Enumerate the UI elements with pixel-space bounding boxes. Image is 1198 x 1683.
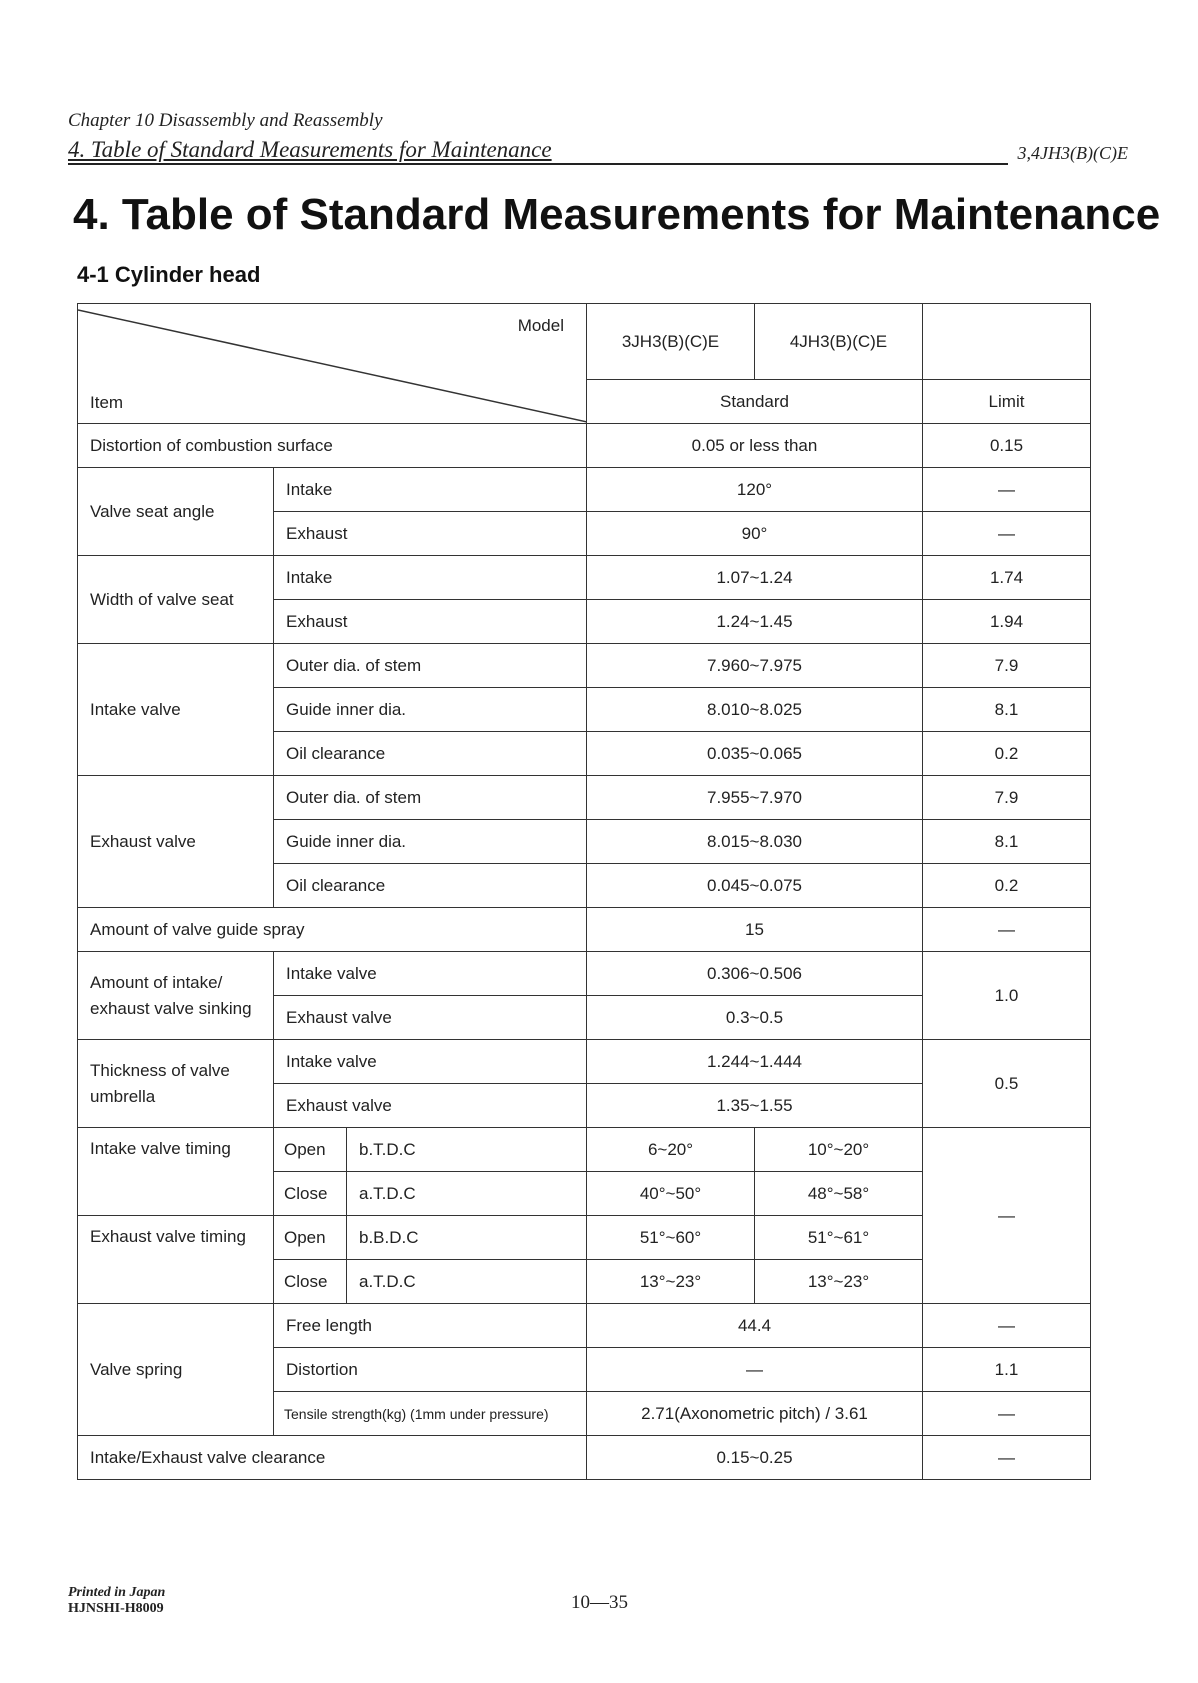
sub-item: Tensile strength(kg) (1mm under pressure) bbox=[274, 1392, 587, 1436]
std-value: 90° bbox=[587, 512, 923, 556]
item-exhaust-valve: Exhaust valve bbox=[78, 776, 274, 908]
diagonal-divider bbox=[78, 304, 587, 424]
table-row bbox=[78, 1436, 1091, 1480]
limit-value: 8.1 bbox=[923, 820, 1091, 864]
std-value: 1.24~1.45 bbox=[587, 600, 923, 644]
item-intake-valve: Intake valve bbox=[78, 644, 274, 776]
sub-item: Outer dia. of stem bbox=[274, 644, 587, 688]
sub-item: Open bbox=[274, 1216, 347, 1260]
limit-header-blank bbox=[923, 304, 1091, 380]
std-value: 120° bbox=[587, 468, 923, 512]
table-row bbox=[78, 952, 1091, 996]
item-valve-spring: Valve spring bbox=[78, 1304, 274, 1436]
sub-item: Intake valve bbox=[274, 1040, 587, 1084]
page-title: 4. Table of Standard Measurements for Maintenance bbox=[73, 190, 1161, 239]
table-row bbox=[78, 424, 1091, 468]
timing-reference: a.T.D.C bbox=[347, 1260, 587, 1304]
timing-reference: b.B.D.C bbox=[347, 1216, 587, 1260]
sub-item: Guide inner dia. bbox=[274, 820, 587, 864]
limit-value: — bbox=[923, 908, 1091, 952]
chapter-heading: Chapter 10 Disassembly and Reassembly bbox=[68, 110, 383, 131]
sub-item: Outer dia. of stem bbox=[274, 776, 587, 820]
sub-item: Open bbox=[274, 1128, 347, 1172]
std-value: 0.05 or less than bbox=[587, 424, 923, 468]
section-heading-text: 4. Table of Standard Measurements for Maintenance bbox=[68, 137, 552, 162]
model-label: Model bbox=[517, 316, 564, 335]
limit-value: 1.74 bbox=[923, 556, 1091, 600]
std-value: 1.35~1.55 bbox=[587, 1084, 923, 1128]
item-exhaust-timing: Exhaust valve timing bbox=[78, 1216, 274, 1304]
limit-value: 1.94 bbox=[923, 600, 1091, 644]
std-value: 2.71(Axonometric pitch) / 3.61 bbox=[587, 1392, 923, 1436]
footer-print-info bbox=[68, 1585, 165, 1617]
cylinder-head-spec-table bbox=[77, 303, 1091, 1480]
std-value: 0.15~0.25 bbox=[587, 1436, 923, 1480]
limit-value: 0.15 bbox=[923, 424, 1091, 468]
sub-item: Intake bbox=[274, 468, 587, 512]
document-code: HJNSHI-H8009 bbox=[68, 1601, 164, 1616]
std-value-4jh3: 51°~61° bbox=[755, 1216, 923, 1260]
sub-item: Intake bbox=[274, 556, 587, 600]
std-value-4jh3: 10°~20° bbox=[755, 1128, 923, 1172]
sub-item: Oil clearance bbox=[274, 864, 587, 908]
limit-value: 0.2 bbox=[923, 732, 1091, 776]
table-row bbox=[78, 908, 1091, 952]
limit-value: 7.9 bbox=[923, 776, 1091, 820]
limit-value: — bbox=[923, 468, 1091, 512]
table-row bbox=[78, 776, 1091, 820]
std-value: 15 bbox=[587, 908, 923, 952]
item-valve-clearance: Intake/Exhaust valve clearance bbox=[78, 1436, 587, 1480]
table-row bbox=[78, 1128, 1091, 1172]
std-value: 0.035~0.065 bbox=[587, 732, 923, 776]
model-3jh3-header: 3JH3(B)(C)E bbox=[587, 304, 755, 380]
limit-value: 1.0 bbox=[923, 952, 1091, 1040]
model-code: 3,4JH3(B)(C)E bbox=[1017, 143, 1128, 163]
std-value-4jh3: 13°~23° bbox=[755, 1260, 923, 1304]
limit-value: 1.1 bbox=[923, 1348, 1091, 1392]
table-row bbox=[78, 1040, 1091, 1084]
section-heading bbox=[68, 137, 552, 163]
item-valve-seat-angle: Valve seat angle bbox=[78, 468, 274, 556]
std-value: 1.07~1.24 bbox=[587, 556, 923, 600]
page-number: 10—35 bbox=[571, 1592, 628, 1613]
sub-item: Oil clearance bbox=[274, 732, 587, 776]
sub-item: Close bbox=[274, 1260, 347, 1304]
std-value: 0.045~0.075 bbox=[587, 864, 923, 908]
sub-item: Exhaust valve bbox=[274, 1084, 587, 1128]
subsection-title: 4-1 Cylinder head bbox=[77, 262, 261, 287]
header-rule bbox=[68, 163, 1008, 165]
limit-header: Limit bbox=[923, 380, 1091, 424]
item-valve-seat-width: Width of valve seat bbox=[78, 556, 274, 644]
std-value-3jh3: 6~20° bbox=[587, 1128, 755, 1172]
item-valve-umbrella: Thickness of valve umbrella bbox=[78, 1040, 274, 1128]
standard-header: Standard bbox=[587, 380, 923, 424]
sub-item: Distortion bbox=[274, 1348, 587, 1392]
std-value-3jh3: 51°~60° bbox=[587, 1216, 755, 1260]
limit-value: 7.9 bbox=[923, 644, 1091, 688]
sub-item: Guide inner dia. bbox=[274, 688, 587, 732]
model-item-header bbox=[78, 304, 587, 424]
std-value-3jh3: 13°~23° bbox=[587, 1260, 755, 1304]
std-value: 44.4 bbox=[587, 1304, 923, 1348]
table-row bbox=[78, 468, 1091, 512]
std-value: 7.960~7.975 bbox=[587, 644, 923, 688]
timing-reference: a.T.D.C bbox=[347, 1172, 587, 1216]
std-value-4jh3: 48°~58° bbox=[755, 1172, 923, 1216]
timing-reference: b.T.D.C bbox=[347, 1128, 587, 1172]
std-value: 1.244~1.444 bbox=[587, 1040, 923, 1084]
limit-value: — bbox=[923, 1392, 1091, 1436]
limit-value: — bbox=[923, 1436, 1091, 1480]
std-value: 0.306~0.506 bbox=[587, 952, 923, 996]
std-value: 8.015~8.030 bbox=[587, 820, 923, 864]
sub-item: Exhaust bbox=[274, 600, 587, 644]
limit-value: 0.5 bbox=[923, 1040, 1091, 1128]
std-value: 8.010~8.025 bbox=[587, 688, 923, 732]
item-valve-sinking: Amount of intake/ exhaust valve sinking bbox=[78, 952, 274, 1040]
limit-value: 8.1 bbox=[923, 688, 1091, 732]
sub-item: Exhaust bbox=[274, 512, 587, 556]
limit-value: — bbox=[923, 1304, 1091, 1348]
sub-item: Free length bbox=[274, 1304, 587, 1348]
std-value-3jh3: 40°~50° bbox=[587, 1172, 755, 1216]
limit-value: — bbox=[923, 1128, 1091, 1304]
item-distortion: Distortion of combustion surface bbox=[78, 424, 587, 468]
sub-item: Intake valve bbox=[274, 952, 587, 996]
std-value: 0.3~0.5 bbox=[587, 996, 923, 1040]
table-row bbox=[78, 1304, 1091, 1348]
sub-item: Close bbox=[274, 1172, 347, 1216]
limit-value: — bbox=[923, 512, 1091, 556]
limit-value: 0.2 bbox=[923, 864, 1091, 908]
item-intake-timing: Intake valve timing bbox=[78, 1128, 274, 1216]
item-valve-guide-spray: Amount of valve guide spray bbox=[78, 908, 587, 952]
std-value: — bbox=[587, 1348, 923, 1392]
printed-in: Printed in Japan bbox=[68, 1585, 166, 1600]
item-label: Item bbox=[90, 393, 124, 412]
sub-item: Exhaust valve bbox=[274, 996, 587, 1040]
model-4jh3-header: 4JH3(B)(C)E bbox=[755, 304, 923, 380]
table-row bbox=[78, 644, 1091, 688]
table-row bbox=[78, 556, 1091, 600]
std-value: 7.955~7.970 bbox=[587, 776, 923, 820]
